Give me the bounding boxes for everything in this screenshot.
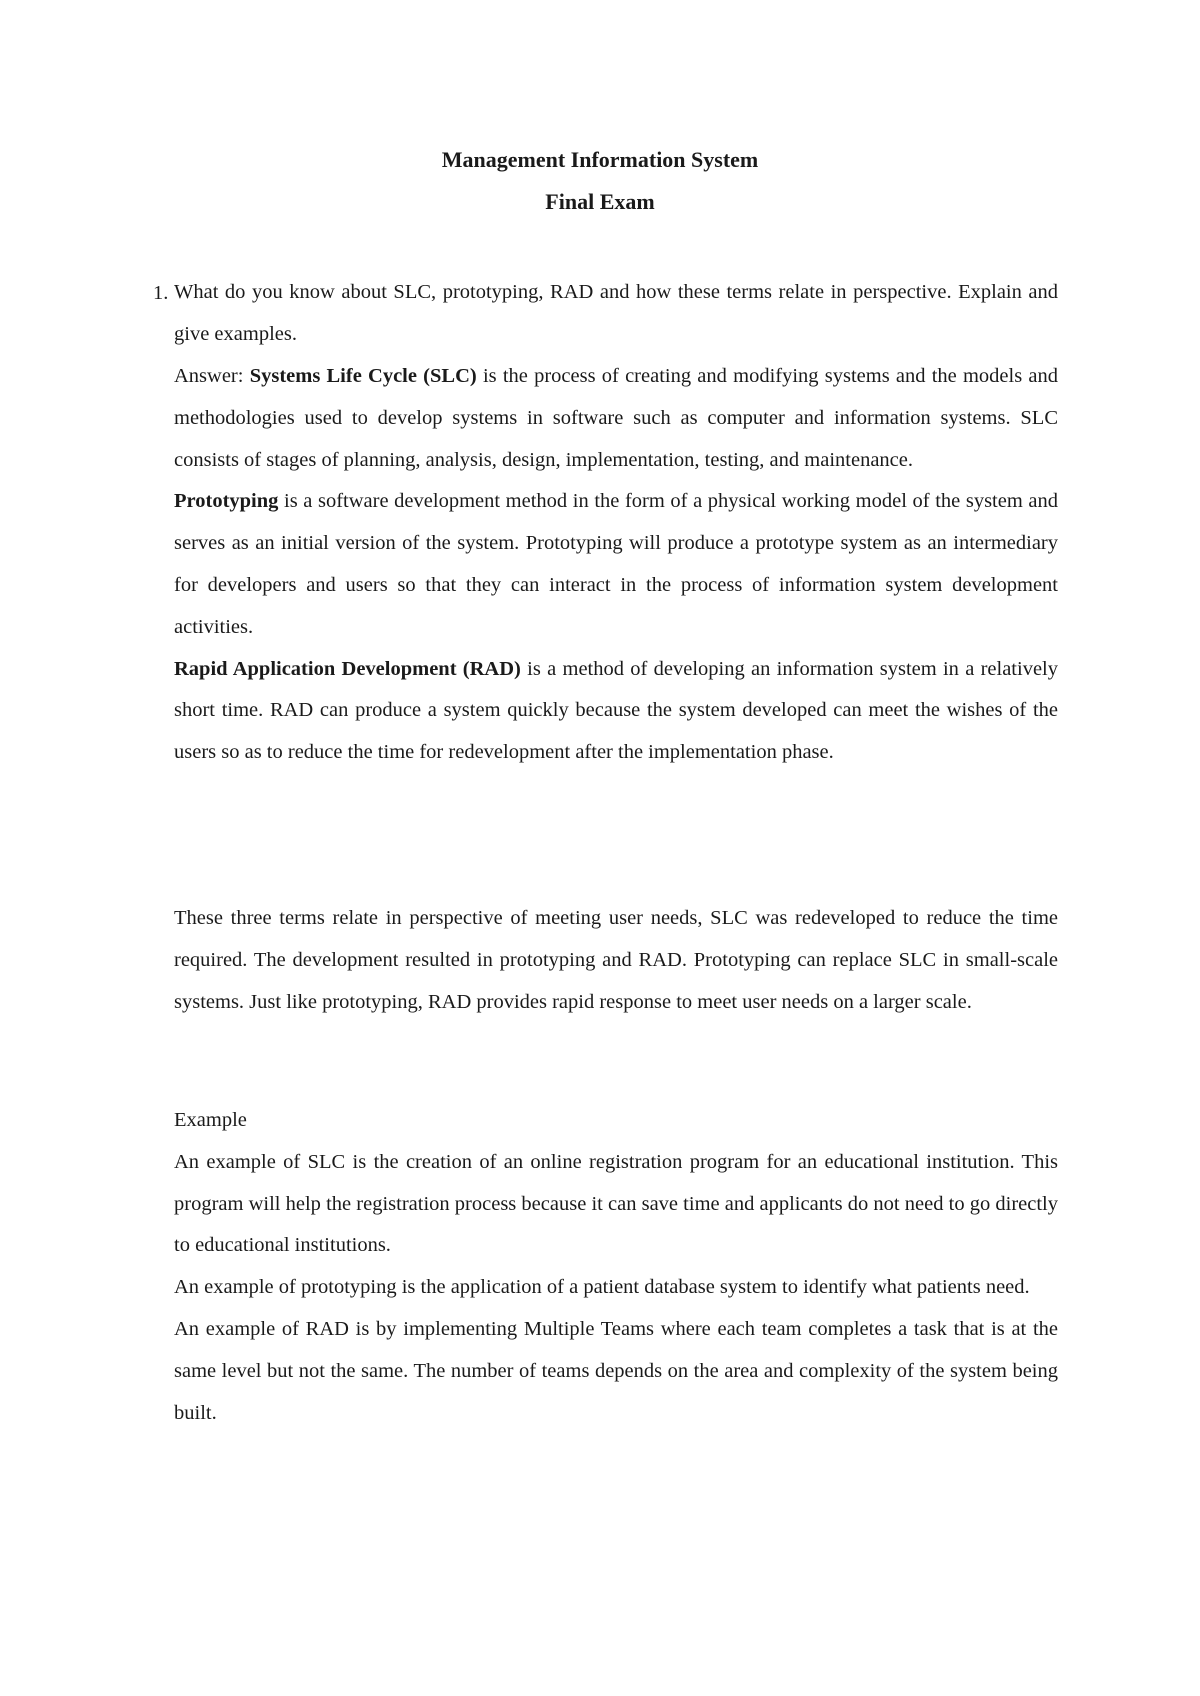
prototyping-example: An example of prototyping is the application of a patient database system to identify what patients need. bbox=[174, 1276, 1030, 1299]
question-text-block bbox=[174, 272, 1058, 356]
relation-block bbox=[174, 898, 1058, 1023]
answer-prototyping-paragraph bbox=[174, 481, 1058, 648]
answer-label: Answer: bbox=[174, 365, 244, 387]
answer-slc-paragraph bbox=[174, 356, 1058, 481]
document-title: Management Information System bbox=[441, 147, 759, 172]
rad-example: An example of RAD is by implementing Multiple Teams where each team completes a task that is at the same level but not the same. The number of teams depends on the area and complexity of the system being built. bbox=[174, 1317, 1058, 1424]
prototyping-term: Prototyping bbox=[174, 490, 279, 513]
slc-term: Systems Life Cycle (SLC) bbox=[249, 365, 477, 387]
slc-definition: is the process of creating and modifying systems and the models and methodologies used to develop systems in software such as computer and information systems. SLC consists of stages of planning, analysis, design, implementation, testing, and maintenance. bbox=[174, 365, 1058, 471]
question-text: What do you know about SLC, prototyping, RAD and how these terms relate in perspective. Explain and give examples. bbox=[174, 281, 1058, 345]
question-number: 1. bbox=[153, 282, 169, 304]
relation-paragraph: These three terms relate in perspective of meeting user needs, SLC was redeveloped to reduce the time required. The development resulted in prototyping and RAD. Prototyping can replace SLC in small-scale systems. Just like prototyping, RAD provides rapid response to meet user needs on a larger scale. bbox=[174, 907, 1058, 1013]
slc-example: An example of SLC is the creation of an online registration program for an educational institution. This program will help the registration process because it can save time and applicants do not need to go directly to educational institutions. bbox=[174, 1150, 1058, 1257]
example-block bbox=[174, 1100, 1058, 1434]
answer-rad-paragraph bbox=[174, 649, 1058, 774]
rad-definition: is a method of developing an information system in a relatively short time. RAD can produce a system quickly because the system developed can meet the wishes of the users so as to reduce the time for redevelopment after the implementation phase. bbox=[174, 657, 1058, 764]
example-heading: Example bbox=[174, 1109, 247, 1131]
document-subtitle: Final Exam bbox=[545, 189, 655, 214]
rad-term: Rapid Application Development (RAD) bbox=[174, 657, 521, 680]
prototyping-definition: is a software development method in the form of a physical working model of the system and serves as an initial version of the system. Prototyping will produce a prototype system as an intermediary for developers and users so that they can interact in the process of information system development activities. bbox=[174, 490, 1058, 638]
answer-block bbox=[174, 356, 1058, 774]
